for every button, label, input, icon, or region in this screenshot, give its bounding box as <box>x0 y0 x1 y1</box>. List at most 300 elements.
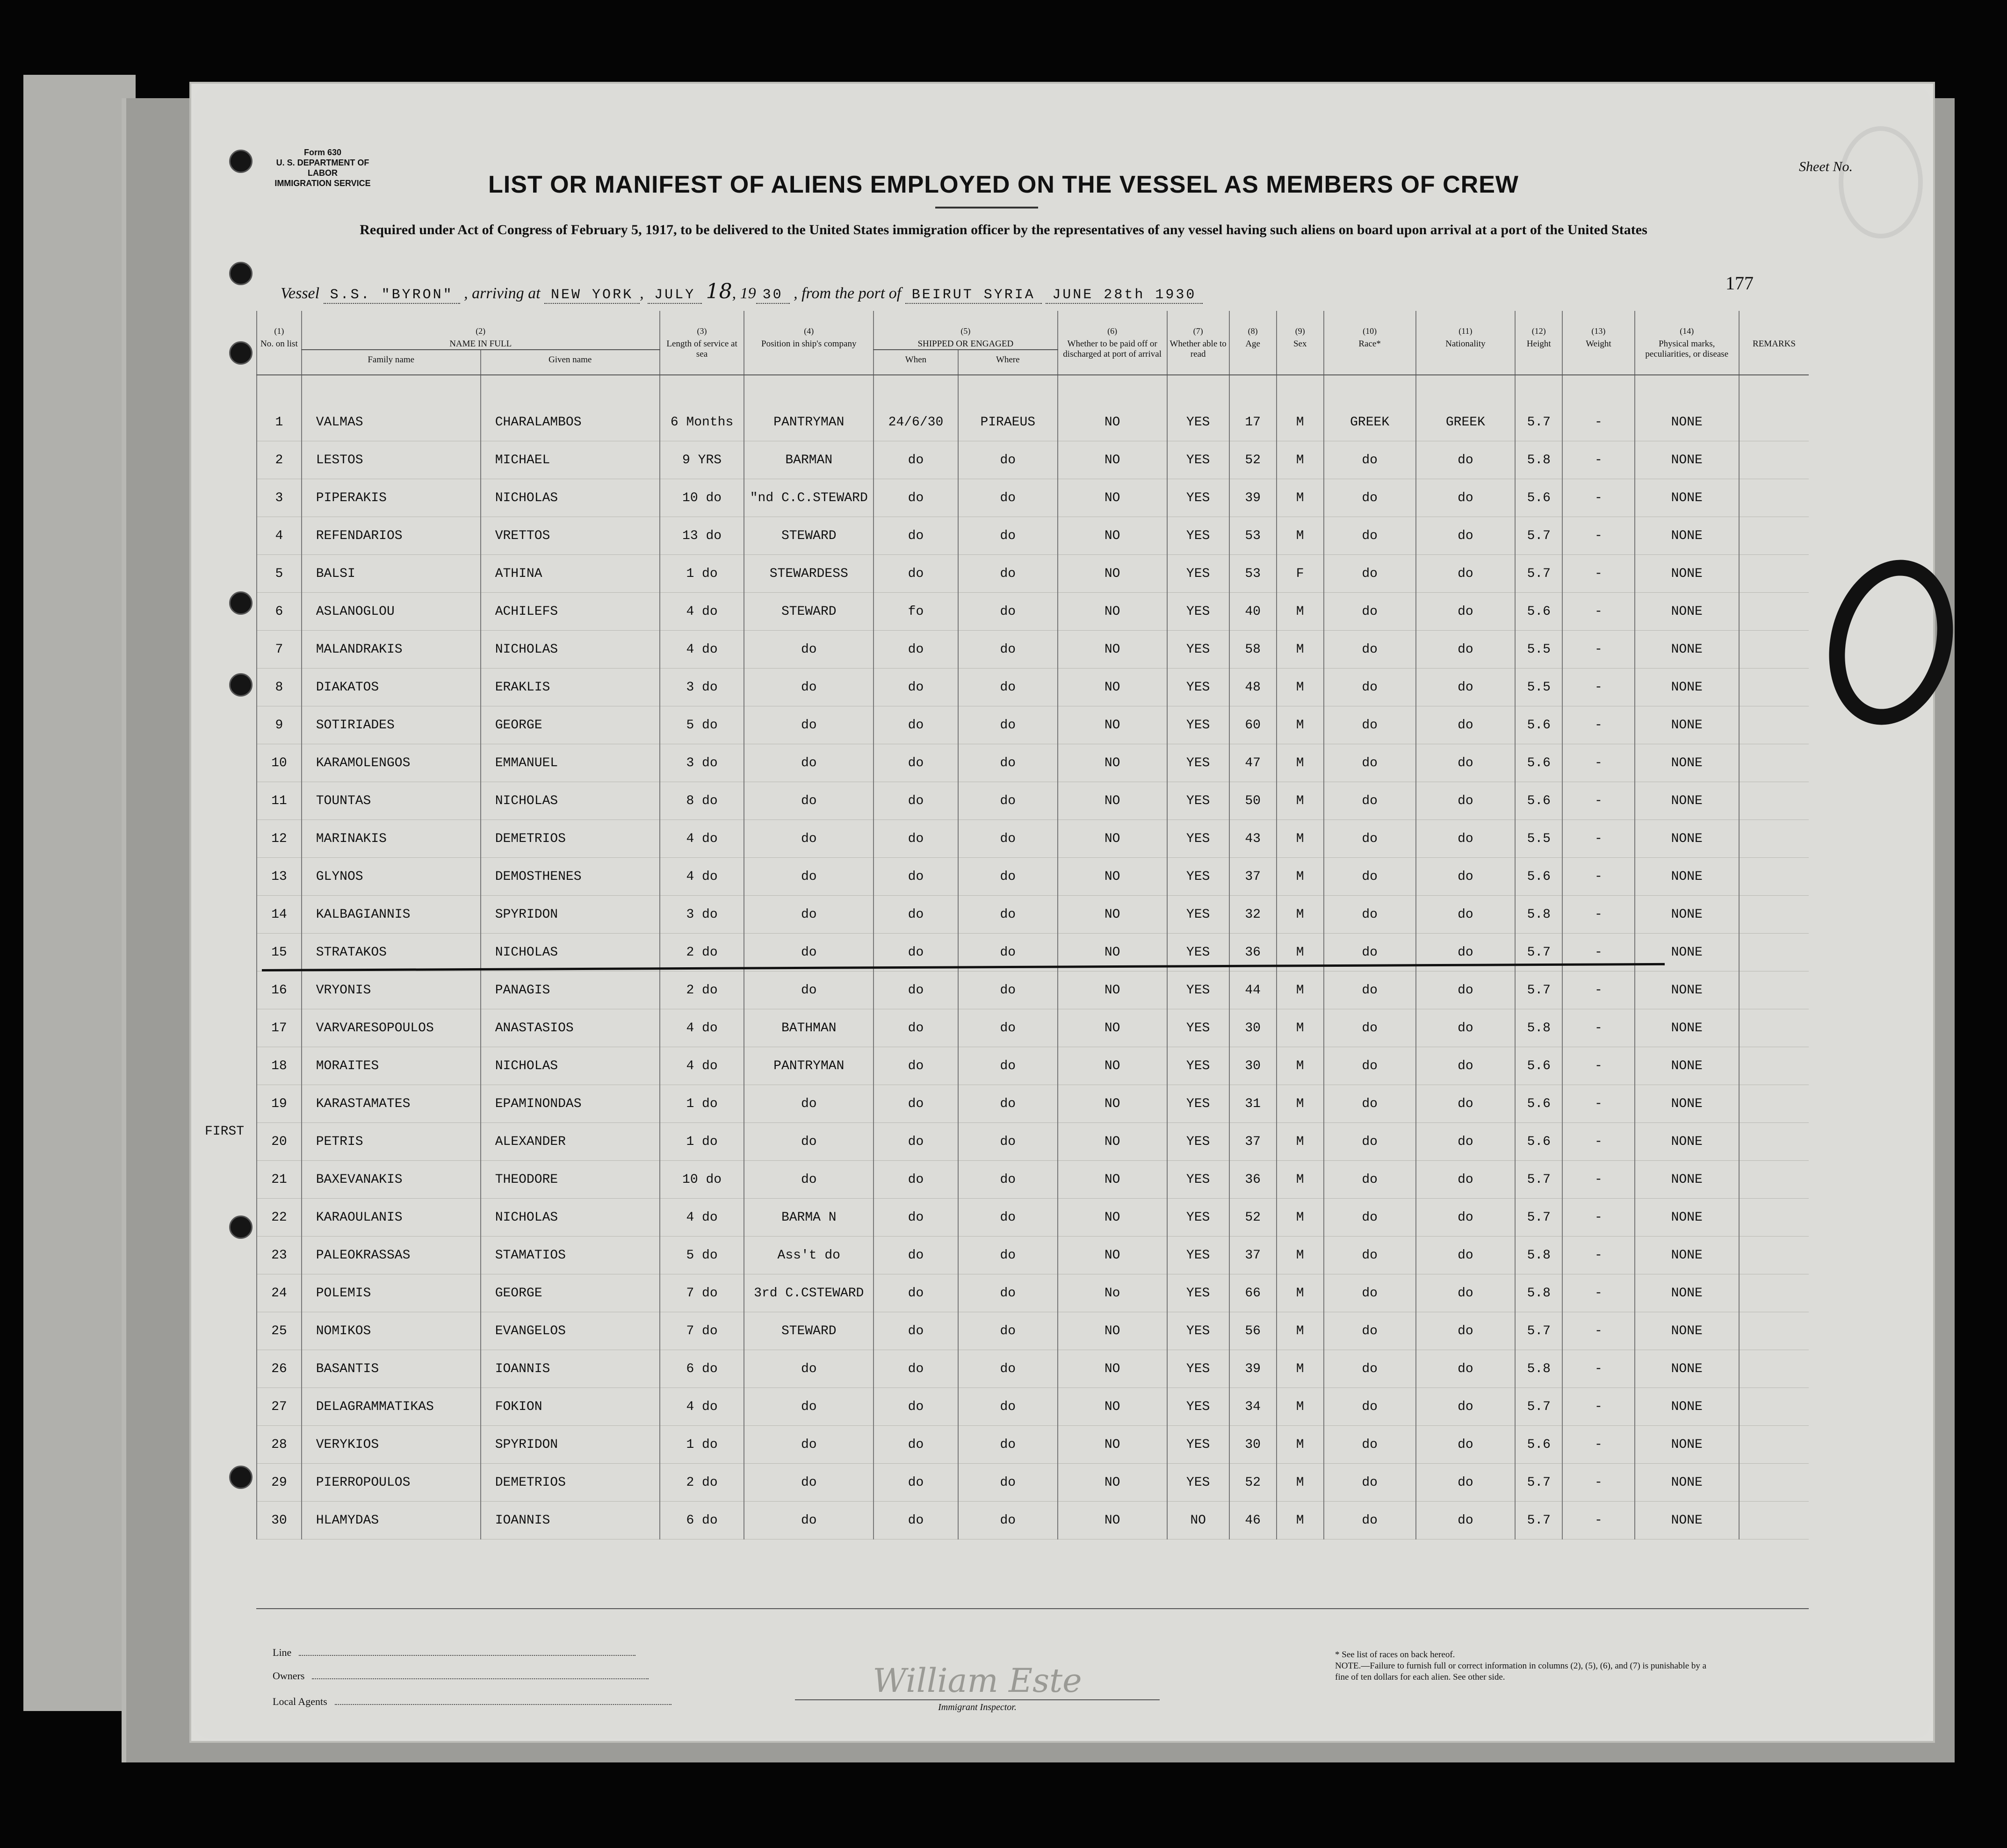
table-row <box>257 1047 1809 1085</box>
table-row <box>257 1085 1809 1123</box>
cell-remarks <box>1739 1047 1809 1085</box>
cell-where: do <box>958 517 1058 555</box>
cell-height: 5.7 <box>1515 1199 1562 1237</box>
cell-age: 34 <box>1229 1388 1277 1426</box>
cell-family: KARASTAMATES <box>302 1085 481 1123</box>
cell-marks: NONE <box>1635 820 1739 858</box>
cell-height: 5.8 <box>1515 1237 1562 1274</box>
cell-where: do <box>958 1426 1058 1464</box>
cell-sex: M <box>1277 593 1324 631</box>
cell-service: 9 YRS <box>660 441 744 479</box>
cell-weight: - <box>1562 896 1634 934</box>
cell-height: 5.7 <box>1515 1464 1562 1502</box>
cell-paid: NO <box>1058 934 1167 971</box>
cell-family: STRATAKOS <box>302 934 481 971</box>
cell-read: YES <box>1167 1199 1229 1237</box>
cell-marks: NONE <box>1635 706 1739 744</box>
cell-read: YES <box>1167 1388 1229 1426</box>
cell-family: NOMIKOS <box>302 1312 481 1350</box>
arriving-label: , arriving at <box>464 285 541 302</box>
cell-position: do <box>744 669 874 706</box>
cell-age: 37 <box>1229 1237 1277 1274</box>
cell-age: 36 <box>1229 1161 1277 1199</box>
cell-when: do <box>874 744 958 782</box>
cell-marks: NONE <box>1635 441 1739 479</box>
cell-marks: NONE <box>1635 555 1739 593</box>
cell-race: do <box>1324 934 1416 971</box>
table-row <box>257 1388 1809 1426</box>
punch-hole <box>229 341 253 365</box>
cell-no: 17 <box>257 1009 302 1047</box>
cell-remarks <box>1739 820 1809 858</box>
cell-position: PANTRYMAN <box>744 375 874 441</box>
col-service-header: (3) Length of service at sea <box>660 311 744 375</box>
cell-height: 5.7 <box>1515 1502 1562 1539</box>
cell-paid: NO <box>1058 631 1167 669</box>
cell-weight: - <box>1562 1237 1634 1274</box>
cell-sex: M <box>1277 1161 1324 1199</box>
cell-nationality: do <box>1416 1350 1516 1388</box>
footnote-penalty: NOTE.—Failure to furnish full or correct information in columns (2), (5), (6), and (7) is punishable by a fine of ten dollars for each alien. See other side. <box>1335 1661 1707 1682</box>
cell-given: ATHINA <box>481 555 660 593</box>
cell-service: 1 do <box>660 1426 744 1464</box>
cell-when: do <box>874 934 958 971</box>
cell-position: do <box>744 706 874 744</box>
table-row <box>257 1009 1809 1047</box>
table-row <box>257 1426 1809 1464</box>
cell-height: 5.5 <box>1515 669 1562 706</box>
cell-remarks <box>1739 1312 1809 1350</box>
cell-given: MICHAEL <box>481 441 660 479</box>
cell-weight: - <box>1562 669 1634 706</box>
cell-nationality: do <box>1416 971 1516 1009</box>
cell-paid: NO <box>1058 1199 1167 1237</box>
cell-weight: - <box>1562 1123 1634 1161</box>
cell-remarks <box>1739 1502 1809 1539</box>
cell-age: 31 <box>1229 1085 1277 1123</box>
cell-paid: NO <box>1058 1312 1167 1350</box>
cell-remarks <box>1739 1199 1809 1237</box>
cell-nationality: do <box>1416 782 1516 820</box>
cell-family: LESTOS <box>302 441 481 479</box>
cell-sex: M <box>1277 669 1324 706</box>
cell-no: 26 <box>257 1350 302 1388</box>
arrival-month: JULY <box>648 287 702 304</box>
cell-weight: - <box>1562 631 1634 669</box>
cell-paid: NO <box>1058 1009 1167 1047</box>
cell-where: do <box>958 1350 1058 1388</box>
cell-where: do <box>958 631 1058 669</box>
cell-nationality: do <box>1416 896 1516 934</box>
cell-nationality: do <box>1416 744 1516 782</box>
cell-sex: M <box>1277 1464 1324 1502</box>
cell-height: 5.6 <box>1515 479 1562 517</box>
cell-where: do <box>958 593 1058 631</box>
cell-weight: - <box>1562 1464 1634 1502</box>
cell-no: 7 <box>257 631 302 669</box>
cell-when: do <box>874 669 958 706</box>
cell-nationality: do <box>1416 1426 1516 1464</box>
cell-nationality: do <box>1416 1312 1516 1350</box>
cell-age: 30 <box>1229 1426 1277 1464</box>
cell-nationality: do <box>1416 1123 1516 1161</box>
cell-height: 5.6 <box>1515 1085 1562 1123</box>
cell-read: YES <box>1167 782 1229 820</box>
cell-race: do <box>1324 706 1416 744</box>
cell-remarks <box>1739 782 1809 820</box>
cell-nationality: do <box>1416 1009 1516 1047</box>
col-when-header: When <box>874 350 958 375</box>
table-row <box>257 971 1809 1009</box>
cell-weight: - <box>1562 820 1634 858</box>
cell-race: do <box>1324 479 1416 517</box>
cell-no: 23 <box>257 1237 302 1274</box>
cell-given: IOANNIS <box>481 1350 660 1388</box>
cell-read: YES <box>1167 706 1229 744</box>
cell-nationality: do <box>1416 858 1516 896</box>
cell-remarks <box>1739 555 1809 593</box>
cell-remarks <box>1739 934 1809 971</box>
cell-marks: NONE <box>1635 1237 1739 1274</box>
cell-service: 10 do <box>660 479 744 517</box>
cell-nationality: do <box>1416 593 1516 631</box>
cell-weight: - <box>1562 744 1634 782</box>
cell-family: MORAITES <box>302 1047 481 1085</box>
cell-sex: M <box>1277 517 1324 555</box>
cell-race: do <box>1324 631 1416 669</box>
cell-read: YES <box>1167 896 1229 934</box>
owners-field: Owners <box>273 1670 649 1682</box>
cell-family: REFENDARIOS <box>302 517 481 555</box>
cell-family: DELAGRAMMATIKAS <box>302 1388 481 1426</box>
cell-family: DIAKATOS <box>302 669 481 706</box>
cell-weight: - <box>1562 375 1634 441</box>
table-row <box>257 896 1809 934</box>
cell-age: 52 <box>1229 441 1277 479</box>
cell-age: 53 <box>1229 517 1277 555</box>
cell-age: 60 <box>1229 706 1277 744</box>
col-shipped-header: (5) SHIPPED OR ENGAGED <box>874 311 1058 350</box>
cell-weight: - <box>1562 479 1634 517</box>
cell-height: 5.5 <box>1515 820 1562 858</box>
cell-paid: NO <box>1058 971 1167 1009</box>
cell-race: do <box>1324 669 1416 706</box>
cell-sex: M <box>1277 1199 1324 1237</box>
cell-family: VRYONIS <box>302 971 481 1009</box>
cell-no: 9 <box>257 706 302 744</box>
cell-height: 5.7 <box>1515 1312 1562 1350</box>
cell-marks: NONE <box>1635 1161 1739 1199</box>
cell-position: do <box>744 1350 874 1388</box>
table-row <box>257 1123 1809 1161</box>
col-paid-header: (6) Whether to be paid off or discharged at port of arrival <box>1058 311 1167 375</box>
cell-nationality: do <box>1416 1199 1516 1237</box>
table-row <box>257 1274 1809 1312</box>
cell-read: YES <box>1167 669 1229 706</box>
cell-when: fo <box>874 593 958 631</box>
cell-nationality: GREEK <box>1416 375 1516 441</box>
cell-age: 32 <box>1229 896 1277 934</box>
cell-given: ACHILEFS <box>481 593 660 631</box>
cell-where: do <box>958 1312 1058 1350</box>
cell-read: NO <box>1167 1502 1229 1539</box>
cell-position: STEWARD <box>744 1312 874 1350</box>
cell-height: 5.8 <box>1515 1009 1562 1047</box>
cell-marks: NONE <box>1635 1464 1739 1502</box>
cell-given: ALEXANDER <box>481 1123 660 1161</box>
cell-when: do <box>874 1312 958 1350</box>
cell-nationality: do <box>1416 706 1516 744</box>
cell-remarks <box>1739 1009 1809 1047</box>
cell-given: NICHOLAS <box>481 479 660 517</box>
cell-age: 39 <box>1229 479 1277 517</box>
cell-age: 40 <box>1229 593 1277 631</box>
col-number-header: (1) No. on list <box>257 311 302 375</box>
cell-when: do <box>874 1237 958 1274</box>
cell-when: do <box>874 1161 958 1199</box>
table-row <box>257 555 1809 593</box>
cell-remarks <box>1739 1464 1809 1502</box>
table-row <box>257 517 1809 555</box>
cell-paid: NO <box>1058 820 1167 858</box>
col-where-header: Where <box>958 350 1058 375</box>
cell-service: 6 do <box>660 1502 744 1539</box>
cell-where: do <box>958 1199 1058 1237</box>
cell-marks: NONE <box>1635 1502 1739 1539</box>
cell-age: 37 <box>1229 1123 1277 1161</box>
cell-race: do <box>1324 1426 1416 1464</box>
cell-read: YES <box>1167 1009 1229 1047</box>
cell-height: 5.7 <box>1515 1161 1562 1199</box>
cell-sex: M <box>1277 1312 1324 1350</box>
cell-family: POLEMIS <box>302 1274 481 1312</box>
cell-family: PALEOKRASSAS <box>302 1237 481 1274</box>
cell-when: do <box>874 479 958 517</box>
cell-marks: NONE <box>1635 479 1739 517</box>
cell-when: do <box>874 971 958 1009</box>
cell-family: PIERROPOULOS <box>302 1464 481 1502</box>
cell-age: 53 <box>1229 555 1277 593</box>
cell-position: PANTRYMAN <box>744 1047 874 1085</box>
cell-age: 46 <box>1229 1502 1277 1539</box>
cell-no: 20 <box>257 1123 302 1161</box>
cell-paid: NO <box>1058 517 1167 555</box>
cell-remarks <box>1739 1388 1809 1426</box>
cell-race: do <box>1324 896 1416 934</box>
cell-paid: NO <box>1058 1123 1167 1161</box>
cell-position: STEWARD <box>744 517 874 555</box>
cell-when: do <box>874 896 958 934</box>
cell-read: YES <box>1167 1464 1229 1502</box>
cell-no: 25 <box>257 1312 302 1350</box>
cell-sex: M <box>1277 631 1324 669</box>
cell-height: 5.8 <box>1515 896 1562 934</box>
cell-height: 5.7 <box>1515 971 1562 1009</box>
cell-given: IOANNIS <box>481 1502 660 1539</box>
cell-read: YES <box>1167 555 1229 593</box>
cell-where: do <box>958 1274 1058 1312</box>
cell-when: do <box>874 706 958 744</box>
cell-when: 24/6/30 <box>874 375 958 441</box>
cell-position: "nd C.C.STEWARD <box>744 479 874 517</box>
cell-position: Ass't do <box>744 1237 874 1274</box>
cell-age: 44 <box>1229 971 1277 1009</box>
cell-age: 58 <box>1229 631 1277 669</box>
cell-remarks <box>1739 441 1809 479</box>
cell-marks: NONE <box>1635 669 1739 706</box>
cell-service: 3 do <box>660 744 744 782</box>
punch-hole <box>229 262 253 285</box>
cell-weight: - <box>1562 1388 1634 1426</box>
cell-weight: - <box>1562 706 1634 744</box>
cell-given: DEMOSTHENES <box>481 858 660 896</box>
cell-service: 2 do <box>660 934 744 971</box>
cell-when: do <box>874 631 958 669</box>
cell-no: 2 <box>257 441 302 479</box>
cell-age: 50 <box>1229 782 1277 820</box>
cell-marks: NONE <box>1635 858 1739 896</box>
cell-position: do <box>744 896 874 934</box>
cell-family: VALMAS <box>302 375 481 441</box>
cell-weight: - <box>1562 934 1634 971</box>
from-port-label: , from the port of <box>794 285 902 302</box>
cell-paid: NO <box>1058 744 1167 782</box>
cell-service: 4 do <box>660 631 744 669</box>
cell-age: 37 <box>1229 858 1277 896</box>
crew-manifest-table <box>256 311 1809 1539</box>
cell-sex: M <box>1277 744 1324 782</box>
cell-position: do <box>744 934 874 971</box>
cell-height: 5.7 <box>1515 1388 1562 1426</box>
cell-given: NICHOLAS <box>481 934 660 971</box>
cell-nationality: do <box>1416 1047 1516 1085</box>
document-title: LIST OR MANIFEST OF ALIENS EMPLOYED ON THE VESSEL AS MEMBERS OF CREW <box>488 171 1519 198</box>
cell-given: EMMANUEL <box>481 744 660 782</box>
cell-where: do <box>958 858 1058 896</box>
cell-height: 5.6 <box>1515 593 1562 631</box>
cell-sex: M <box>1277 1085 1324 1123</box>
cell-read: YES <box>1167 1274 1229 1312</box>
inspector-label: Immigrant Inspector. <box>795 1699 1160 1713</box>
cell-where: do <box>958 1047 1058 1085</box>
cell-no: 11 <box>257 782 302 820</box>
cell-height: 5.6 <box>1515 1047 1562 1085</box>
cell-marks: NONE <box>1635 631 1739 669</box>
cell-given: VRETTOS <box>481 517 660 555</box>
cell-race: do <box>1324 1085 1416 1123</box>
cell-paid: NO <box>1058 479 1167 517</box>
cell-given: ERAKLIS <box>481 669 660 706</box>
cell-race: do <box>1324 441 1416 479</box>
punch-hole <box>229 1466 253 1489</box>
cell-where: do <box>958 555 1058 593</box>
cell-service: 2 do <box>660 1464 744 1502</box>
cell-service: 7 do <box>660 1274 744 1312</box>
punch-hole <box>229 1215 253 1239</box>
cell-age: 39 <box>1229 1350 1277 1388</box>
cell-age: 17 <box>1229 375 1277 441</box>
cell-family: KARAMOLENGOS <box>302 744 481 782</box>
cell-race: do <box>1324 1388 1416 1426</box>
cell-read: YES <box>1167 1085 1229 1123</box>
cell-nationality: do <box>1416 1388 1516 1426</box>
departure-port: BEIRUT SYRIA <box>905 287 1042 304</box>
cell-nationality: do <box>1416 555 1516 593</box>
cell-paid: No <box>1058 1274 1167 1312</box>
cell-sex: M <box>1277 896 1324 934</box>
cell-where: do <box>958 669 1058 706</box>
col-nationality-header: (11) Nationality <box>1416 311 1516 375</box>
table-row <box>257 1312 1809 1350</box>
cell-age: 56 <box>1229 1312 1277 1350</box>
cell-service: 1 do <box>660 1123 744 1161</box>
cell-sex: M <box>1277 706 1324 744</box>
cell-race: do <box>1324 517 1416 555</box>
cell-age: 47 <box>1229 744 1277 782</box>
cell-read: YES <box>1167 820 1229 858</box>
footnote-races: * See list of races on back hereof. <box>1335 1650 1455 1660</box>
cell-remarks <box>1739 706 1809 744</box>
cell-read: YES <box>1167 375 1229 441</box>
cell-when: do <box>874 517 958 555</box>
cell-height: 5.7 <box>1515 375 1562 441</box>
cell-service: 4 do <box>660 1388 744 1426</box>
vessel-line: Vessel S.S. "BYRON" , arriving at NEW YORK , JULY 18, 19 30 , from the port of BEIRUT SYRIA JUNE 28th 1930 <box>281 280 1777 304</box>
cell-where: do <box>958 896 1058 934</box>
cell-race: do <box>1324 1161 1416 1199</box>
cell-height: 5.6 <box>1515 706 1562 744</box>
cell-nationality: do <box>1416 1464 1516 1502</box>
cell-no: 18 <box>257 1047 302 1085</box>
inspector-signature: William Este <box>873 1661 1082 1700</box>
cell-given: NICHOLAS <box>481 631 660 669</box>
cell-no: 24 <box>257 1274 302 1312</box>
cell-nationality: do <box>1416 1274 1516 1312</box>
cell-marks: NONE <box>1635 782 1739 820</box>
cell-position: do <box>744 1464 874 1502</box>
cell-read: YES <box>1167 1047 1229 1085</box>
col-height-header: (12) Height <box>1515 311 1562 375</box>
table-row <box>257 744 1809 782</box>
cell-age: 36 <box>1229 934 1277 971</box>
cell-remarks <box>1739 858 1809 896</box>
cell-nationality: do <box>1416 517 1516 555</box>
cell-weight: - <box>1562 1502 1634 1539</box>
cell-sex: M <box>1277 441 1324 479</box>
cell-no: 12 <box>257 820 302 858</box>
cell-remarks <box>1739 1274 1809 1312</box>
cell-where: do <box>958 782 1058 820</box>
cell-no: 5 <box>257 555 302 593</box>
cell-marks: NONE <box>1635 1274 1739 1312</box>
cell-service: 13 do <box>660 517 744 555</box>
cell-race: do <box>1324 971 1416 1009</box>
cell-position: do <box>744 971 874 1009</box>
cell-paid: NO <box>1058 896 1167 934</box>
cell-family: PIPERAKIS <box>302 479 481 517</box>
cell-height: 5.6 <box>1515 1426 1562 1464</box>
cell-paid: NO <box>1058 858 1167 896</box>
cell-race: do <box>1324 1009 1416 1047</box>
cell-given: GEORGE <box>481 1274 660 1312</box>
vessel-label: Vessel <box>281 285 320 302</box>
arrival-port: NEW YORK <box>544 287 640 304</box>
cell-service: 6 do <box>660 1350 744 1388</box>
col-remarks-header: REMARKS <box>1739 311 1809 375</box>
cell-sex: M <box>1277 1237 1324 1274</box>
cell-read: YES <box>1167 744 1229 782</box>
cell-race: do <box>1324 782 1416 820</box>
